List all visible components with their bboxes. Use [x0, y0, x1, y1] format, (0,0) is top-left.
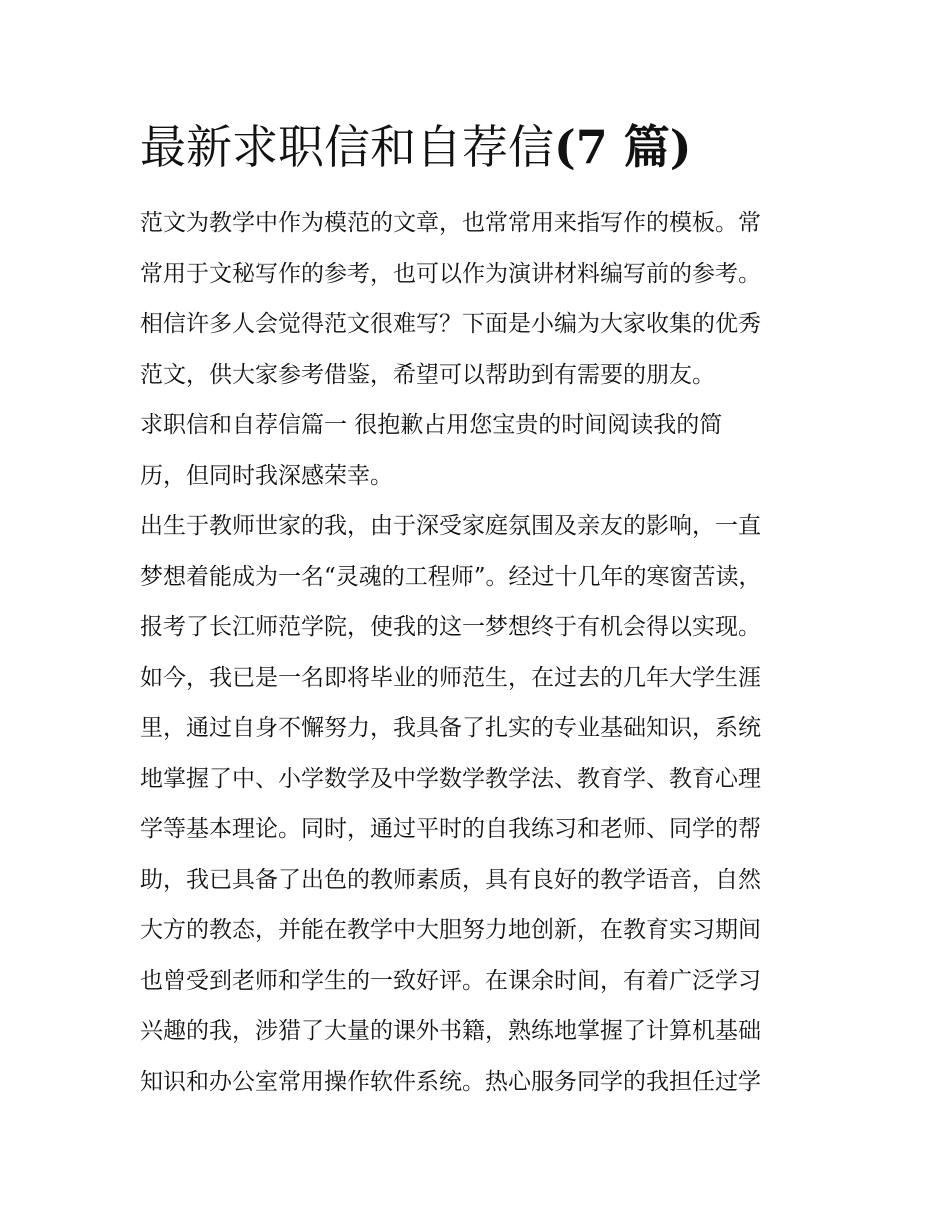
text-line: 地掌握了中、小学数学及中学数学教学法、教育学、教育心理 [140, 765, 761, 792]
text-line: 出生于教师世家的我，由于深受家庭氛围及亲友的影响，一直 [140, 513, 761, 539]
text-line: 学等基本理论。同时，通过平时的自我练习和老师、同学的帮 [140, 816, 761, 842]
text-line: 历，但同时我深感荣幸。 [140, 462, 393, 489]
text-line: 助，我已具备了出色的教师素质，具有良好的教学语音，自然 [140, 866, 761, 893]
text-line: 求职信和自荐信篇一 很抱歉占用您宝贵的时间阅读我的简 [140, 412, 723, 438]
text-line: 也曾受到老师和学生的一致好评。在课余时间，有着广泛学习 [140, 967, 761, 994]
text-line: 大方的教态，并能在教学中大胆努力地创新，在教育实习期间 [140, 917, 761, 943]
document-body [140, 198, 815, 1107]
title-count: (7 篇) [554, 120, 692, 174]
text-line: 里，通过自身不懈努力，我具备了扎实的专业基础知识，系统 [140, 715, 761, 741]
text-line: 相信许多人会觉得范文很难写？下面是小编为大家收集的优秀 [140, 311, 761, 337]
page-title [140, 118, 692, 176]
text-line: 梦想着能成为一名“灵魂的工程师”。经过十几年的寒窗苦读， [140, 563, 762, 590]
title-text: 最新求职信和自荐信 [140, 120, 554, 174]
text-line: 兴趣的我，涉猎了大量的课外书籍，熟练地掌握了计算机基础 [140, 1018, 761, 1044]
text-line: 范文为教学中作为模范的文章，也常常用来指写作的模板。常 [140, 210, 761, 236]
text-line: 如今，我已是一名即将毕业的师范生，在过去的几年大学生涯 [140, 664, 761, 691]
text-line: 范文，供大家参考借鉴，希望可以帮助到有需要的朋友。 [140, 361, 715, 388]
text-line: 知识和办公室常用操作软件系统。热心服务同学的我担任过学 [140, 1068, 761, 1095]
text-line: 报考了长江师范学院，使我的这一梦想终于有机会得以实现。 [140, 614, 761, 640]
text-line: 常用于文秘写作的参考，也可以作为演讲材料编写前的参考。 [140, 260, 761, 287]
